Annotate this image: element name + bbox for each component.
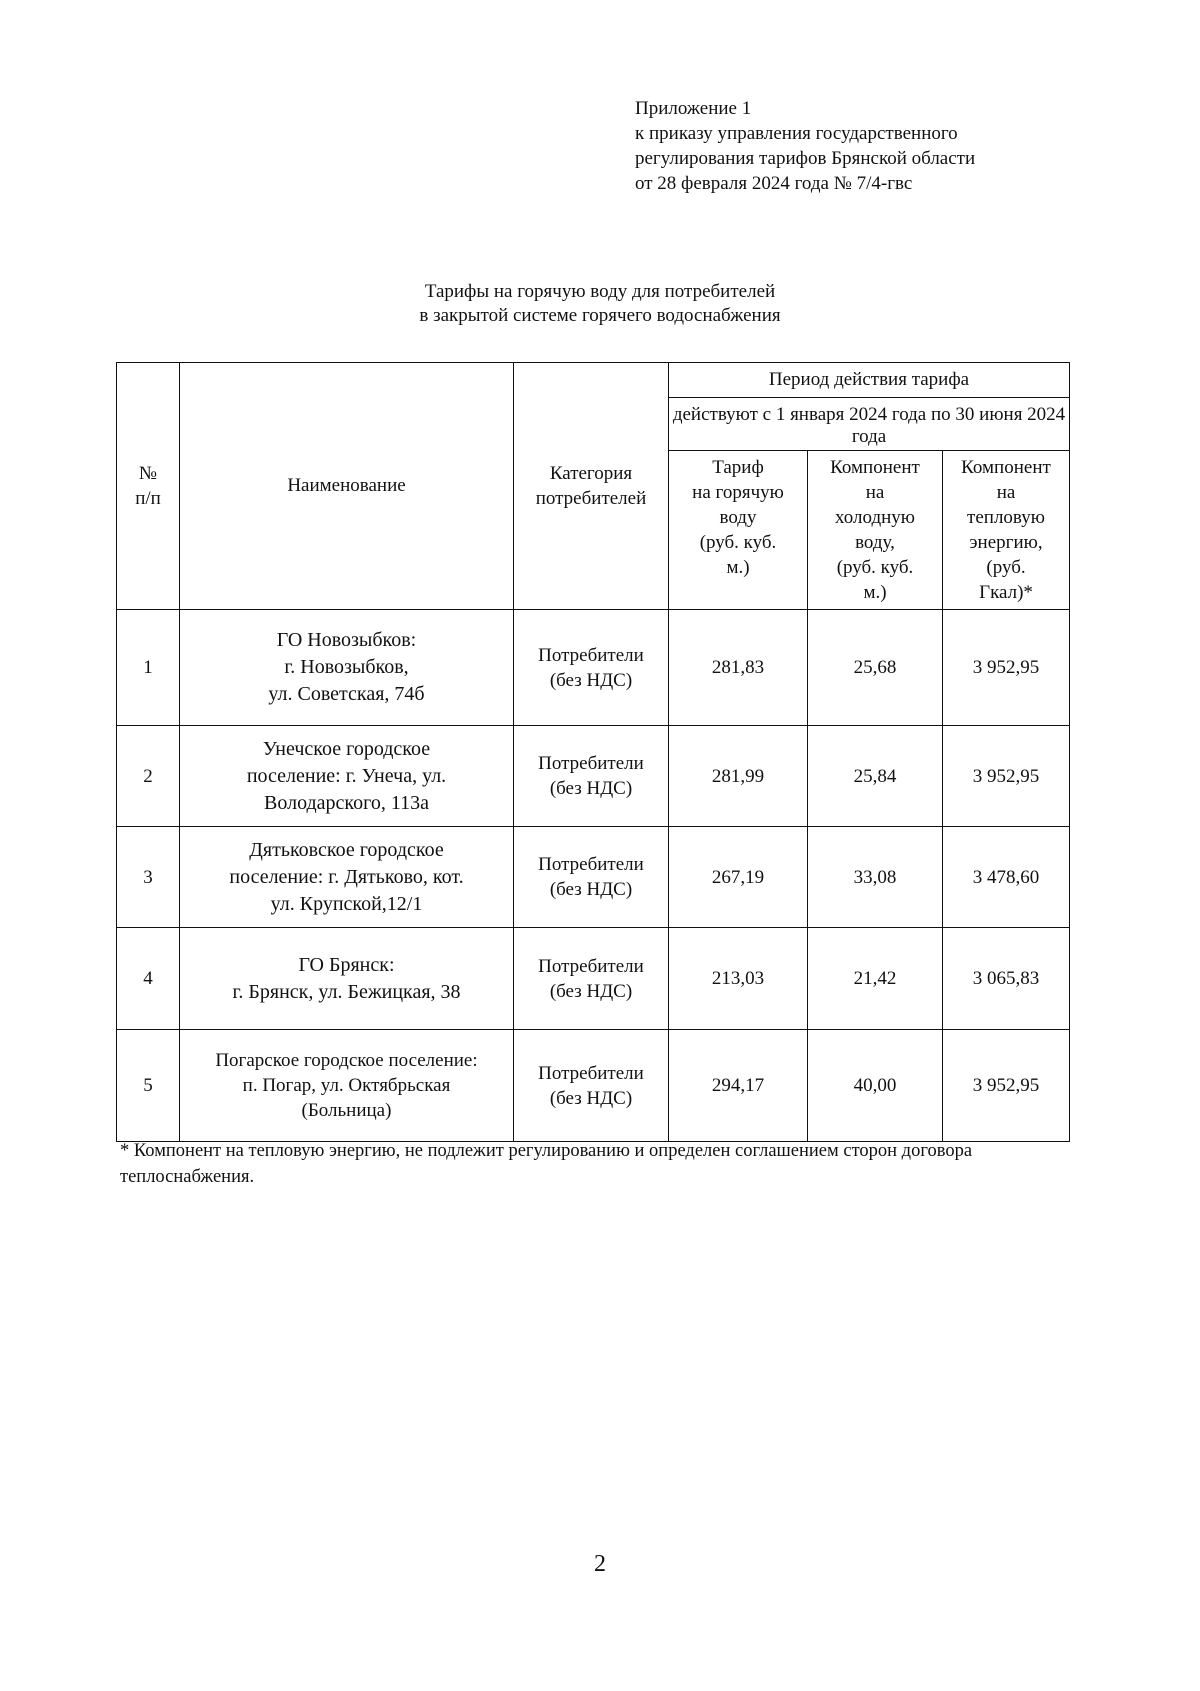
title-line-2: в закрытой системе горячего водоснабжения: [419, 305, 781, 326]
row-name: ГО Брянск: г. Брянск, ул. Бежицкая, 38: [180, 928, 514, 1030]
row-heat: 3 952,95: [943, 1030, 1070, 1142]
row-num: 3: [117, 827, 180, 928]
header-name: Наименование: [180, 363, 514, 610]
row-tariff: 267,19: [669, 827, 808, 928]
appendix-header: [635, 96, 975, 196]
row-heat: 3 952,95: [943, 726, 1070, 827]
row-cold-water: 25,68: [808, 610, 943, 726]
row-cold-water: 33,08: [808, 827, 943, 928]
header-row-1: [117, 363, 1070, 398]
header-category: Категория потребителей: [514, 363, 669, 610]
row-cold-water: 25,84: [808, 726, 943, 827]
row-category: Потребители (без НДС): [514, 610, 669, 726]
row-name: ГО Новозыбков: г. Новозыбков, ул. Советская, 74б: [180, 610, 514, 726]
row-heat: 3 065,83: [943, 928, 1070, 1030]
row-category: Потребители (без НДС): [514, 928, 669, 1030]
title-line-1: Тарифы на горячую воду для потребителей: [424, 281, 776, 302]
row-name: Унечское городское поселение: г. Унеча, ул. Володарского, 113а: [180, 726, 514, 827]
header-heat: Компонент на тепловую энергию, (руб. Гкал)*: [943, 451, 1070, 610]
row-tariff: 213,03: [669, 928, 808, 1030]
appendix-line-4: от 28 февраля 2024 года № 7/4-гвс: [635, 173, 913, 194]
row-num: 5: [117, 1030, 180, 1142]
tariffs-table: [116, 362, 1070, 1142]
row-name: Погарское городское поселение: п. Погар, ул. Октябрьская (Больница): [180, 1030, 514, 1142]
row-num: 4: [117, 928, 180, 1030]
header-cold-water: Компонент на холодную воду, (руб. куб. м.): [808, 451, 943, 610]
row-category: Потребители (без НДС): [514, 1030, 669, 1142]
appendix-line-3: регулирования тарифов Брянской области: [635, 148, 976, 169]
table-row: [117, 726, 1070, 827]
row-heat: 3 952,95: [943, 610, 1070, 726]
row-num: 1: [117, 610, 180, 726]
header-num: № п/п: [117, 363, 180, 610]
page-number: 2: [594, 1551, 606, 1577]
row-num: 2: [117, 726, 180, 827]
header-period-dates: действуют с 1 января 2024 года по 30 июня 2024 года: [669, 398, 1070, 451]
row-cold-water: 21,42: [808, 928, 943, 1030]
document-title: [0, 280, 1200, 328]
table-row: [117, 827, 1070, 928]
row-tariff: 281,99: [669, 726, 808, 827]
row-cold-water: 40,00: [808, 1030, 943, 1142]
row-category: Потребители (без НДС): [514, 827, 669, 928]
table-row: [117, 928, 1070, 1030]
footnote: * Компонент на тепловую энергию, не подлежит регулированию и определен соглашением сторон договора теплоснабжения.: [120, 1141, 973, 1187]
row-tariff: 281,83: [669, 610, 808, 726]
row-tariff: 294,17: [669, 1030, 808, 1142]
appendix-line-2: к приказу управления государственного: [635, 123, 958, 144]
table-row: [117, 1030, 1070, 1142]
header-tariff: Тариф на горячую воду (руб. куб. м.): [669, 451, 808, 610]
header-period: Период действия тарифа: [669, 363, 1070, 398]
row-name: Дятьковское городское поселение: г. Дятьково, кот. ул. Крупской,12/1: [180, 827, 514, 928]
row-heat: 3 478,60: [943, 827, 1070, 928]
appendix-line-1: Приложение 1: [635, 98, 752, 119]
table-row: [117, 610, 1070, 726]
row-category: Потребители (без НДС): [514, 726, 669, 827]
